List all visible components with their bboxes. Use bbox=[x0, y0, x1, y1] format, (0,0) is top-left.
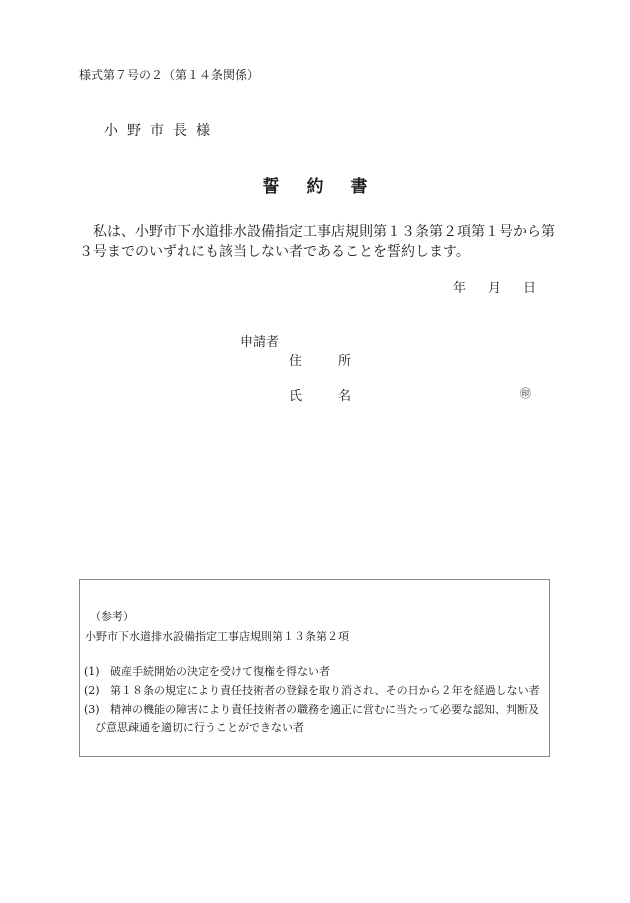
date-year: 年 bbox=[453, 281, 467, 296]
addressee: 小野市長様 bbox=[104, 123, 219, 139]
reference-item-number: (1) bbox=[84, 665, 100, 678]
reference-item-text: 第１８条の規定により責任技術者の登録を取り消され、その日から２年を経過しない者 bbox=[110, 684, 540, 697]
reference-item-text: 破産手続開始の決定を受けて復権を得ない者 bbox=[110, 665, 330, 678]
address-label: 住所 bbox=[289, 354, 388, 369]
applicant-label: 申請者 bbox=[240, 335, 280, 350]
reference-source: 小野市下水道排水設備指定工事店規則第１３条第２項 bbox=[85, 630, 349, 643]
reference-item-2 bbox=[84, 682, 540, 698]
pledge-text: 私は、小野市下水道排水設備指定工事店規則第１３条第２項第１号から第３号までのいずれにも該当しない者であることを誓約します。 bbox=[79, 224, 555, 260]
reference-item-3-continuation: び意思疎通を適切に行うことができない者 bbox=[95, 721, 304, 734]
date-month: 月 bbox=[488, 281, 502, 296]
document-title: 誓約書 bbox=[262, 177, 395, 197]
reference-heading: （参考） bbox=[90, 610, 134, 623]
form-number: 様式第７号の２（第１４条関係） bbox=[79, 68, 260, 82]
name-label: 氏名 bbox=[289, 389, 388, 404]
date-day: 日 bbox=[523, 281, 537, 296]
reference-item-number: (2) bbox=[84, 684, 100, 697]
date-line bbox=[453, 277, 536, 296]
reference-item-3 bbox=[84, 701, 539, 717]
seal-mark: ㊞ bbox=[520, 387, 531, 400]
reference-item-text: 精神の機能の障害により責任技術者の職務を適正に営むに当たって必要な認知、判断及 bbox=[110, 703, 539, 716]
reference-item-1 bbox=[84, 663, 330, 679]
reference-item-number: (3) bbox=[84, 703, 100, 716]
